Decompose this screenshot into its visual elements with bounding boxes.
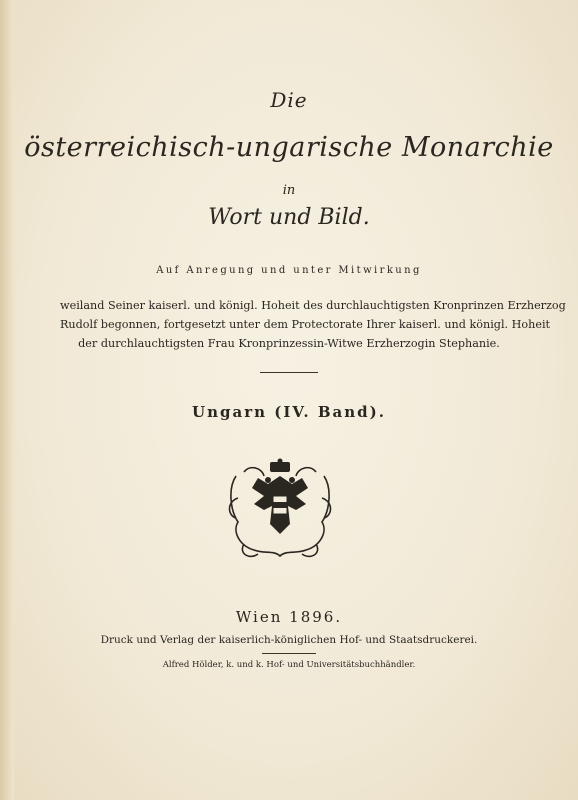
subtitle: Wort und Bild. <box>208 205 370 230</box>
publisher-line: Alfred Hölder, k. und k. Hof- und Universitätsbuchhändler. <box>162 660 416 670</box>
place-year: Wien 1896. <box>235 608 343 626</box>
divider <box>262 653 316 654</box>
main-title: österreichisch-ungarische Monarchie <box>24 132 554 163</box>
printer-line: Druck und Verlag der kaiserlich-königlichen Hof- und Staatsdruckerei. <box>100 634 478 646</box>
patronage-line: weiland Seiner kaiserl. und königl. Hoheit des durchlauchtigsten Kronprinzen Erzherzog <box>60 299 566 312</box>
patronage-intro: Auf Anregung und unter Mitwirkung <box>156 265 422 276</box>
title-connector: in <box>282 183 296 198</box>
divider <box>260 372 318 373</box>
volume-title: Ungarn (IV. Band). <box>192 403 386 421</box>
coat-of-arms-icon <box>224 458 336 562</box>
patronage-line: der durchlauchtigsten Frau Kronprinzessin-Witwe Erzherzogin Stephanie. <box>78 337 500 350</box>
patronage-text <box>60 296 566 353</box>
patronage-line: Rudolf begonnen, fortgesetzt unter dem Protectorate Ihrer kaiserl. und königl. Hoheit <box>60 318 551 331</box>
page-edge <box>0 0 14 800</box>
title-article: Die <box>270 88 308 112</box>
